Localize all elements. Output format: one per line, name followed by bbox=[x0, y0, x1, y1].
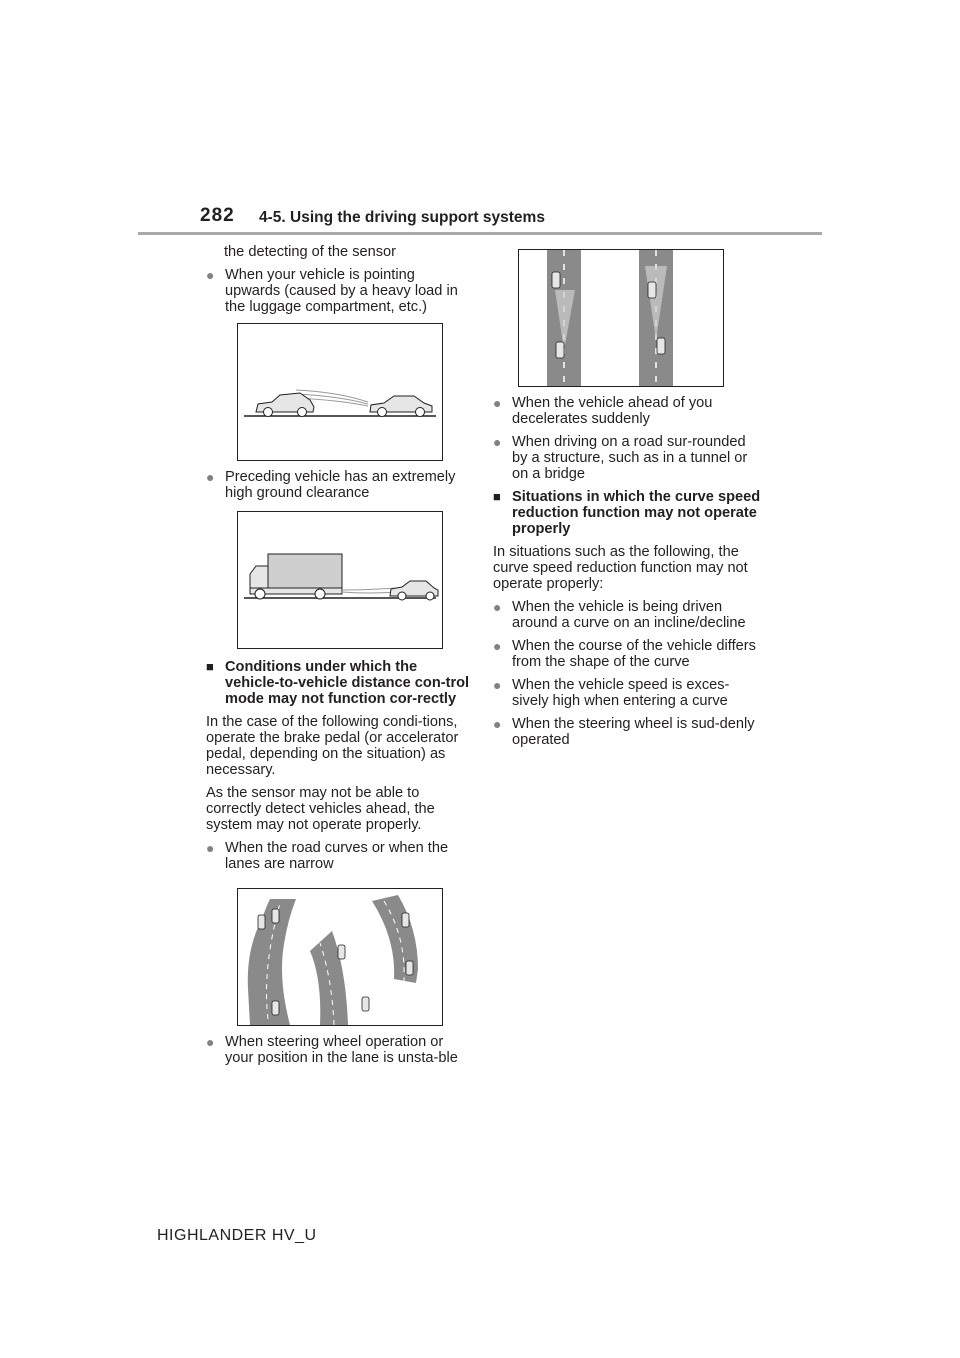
square-icon: ■ bbox=[493, 489, 501, 504]
list-item bbox=[493, 638, 763, 670]
list-item-text: Preceding vehicle has an extremely high ground clearance bbox=[225, 469, 456, 501]
list-item bbox=[493, 716, 763, 748]
section-title: 4-5. Using the driving support systems bbox=[259, 209, 545, 226]
own-car-icon bbox=[390, 581, 438, 600]
right-column bbox=[493, 249, 763, 755]
bullet-icon: ● bbox=[493, 434, 502, 450]
list-item-text: When the road curves or when the lanes are narrow bbox=[225, 840, 449, 872]
list-item-text: When the vehicle speed is exces-sively high when entering a curve bbox=[512, 677, 730, 709]
list-item-text: When the vehicle ahead of you decelerates suddenly bbox=[512, 395, 713, 427]
paragraph: In situations such as the following, the curve speed reduction function may not operate properly: bbox=[493, 544, 748, 592]
list-item-text: When steering wheel operation or your position in the lane is unsta-ble bbox=[225, 1034, 458, 1066]
header-divider bbox=[138, 232, 822, 235]
section-heading bbox=[206, 659, 474, 707]
bullet-icon: ● bbox=[493, 677, 502, 693]
list-item-text: When your vehicle is pointing upwards (caused by a heavy load in the luggage compartment, etc.) bbox=[225, 267, 458, 315]
bullet-icon: ● bbox=[493, 638, 502, 654]
list-item-text: When the course of the vehicle differs from the shape of the curve bbox=[512, 638, 756, 670]
illustration-high-ground-clearance bbox=[237, 511, 443, 649]
bullet-icon: ● bbox=[493, 599, 502, 615]
square-icon: ■ bbox=[206, 659, 214, 674]
section-heading bbox=[493, 489, 763, 537]
bullet-icon: ● bbox=[206, 840, 215, 856]
list-item-text: When the vehicle is being driven around a curve on an incline/decline bbox=[512, 599, 746, 631]
list-item bbox=[493, 395, 763, 427]
continuation-text: the detecting of the sensor bbox=[224, 244, 396, 260]
list-item bbox=[206, 840, 474, 872]
bullet-icon: ● bbox=[206, 1034, 215, 1050]
bullet-icon: ● bbox=[206, 469, 215, 485]
page-header bbox=[0, 0, 960, 240]
list-item bbox=[206, 1034, 474, 1066]
bullet-icon: ● bbox=[493, 716, 502, 732]
illustration-curved-narrow-lanes bbox=[237, 888, 443, 1026]
bullet-icon: ● bbox=[206, 267, 215, 283]
list-item-text: When driving on a road sur-rounded by a structure, such as in a tunnel or on a bridge bbox=[512, 434, 748, 482]
illustration-vehicle-ahead-decelerates bbox=[518, 249, 724, 387]
list-item-text: When the steering wheel is sud-denly operated bbox=[512, 716, 755, 748]
list-item bbox=[493, 434, 763, 482]
list-item bbox=[493, 677, 763, 709]
page-number: 282 bbox=[200, 205, 235, 226]
list-item bbox=[206, 469, 474, 501]
left-column bbox=[206, 244, 474, 1073]
truck-icon bbox=[250, 554, 342, 599]
own-car-icon bbox=[256, 393, 314, 417]
preceding-car-icon bbox=[370, 396, 432, 417]
list-item bbox=[206, 267, 474, 315]
paragraph: In the case of the following condi-tions, operate the brake pedal (or accelerator pedal, depending on the situation) as necessary. bbox=[206, 714, 459, 778]
list-item bbox=[493, 599, 763, 631]
paragraph: As the sensor may not be able to correctly detect vehicles ahead, the system may not operate properly. bbox=[206, 785, 435, 833]
bullet-icon: ● bbox=[493, 395, 502, 411]
heading-text: Conditions under which the vehicle-to-vehicle distance con-trol mode may not function cor-rectly bbox=[225, 659, 470, 707]
illustration-vehicle-pointing-upwards bbox=[237, 323, 443, 461]
heading-text: Situations in which the curve speed reduction function may not operate properly bbox=[512, 489, 761, 537]
footer-model-name: HIGHLANDER HV_U bbox=[157, 1227, 317, 1244]
